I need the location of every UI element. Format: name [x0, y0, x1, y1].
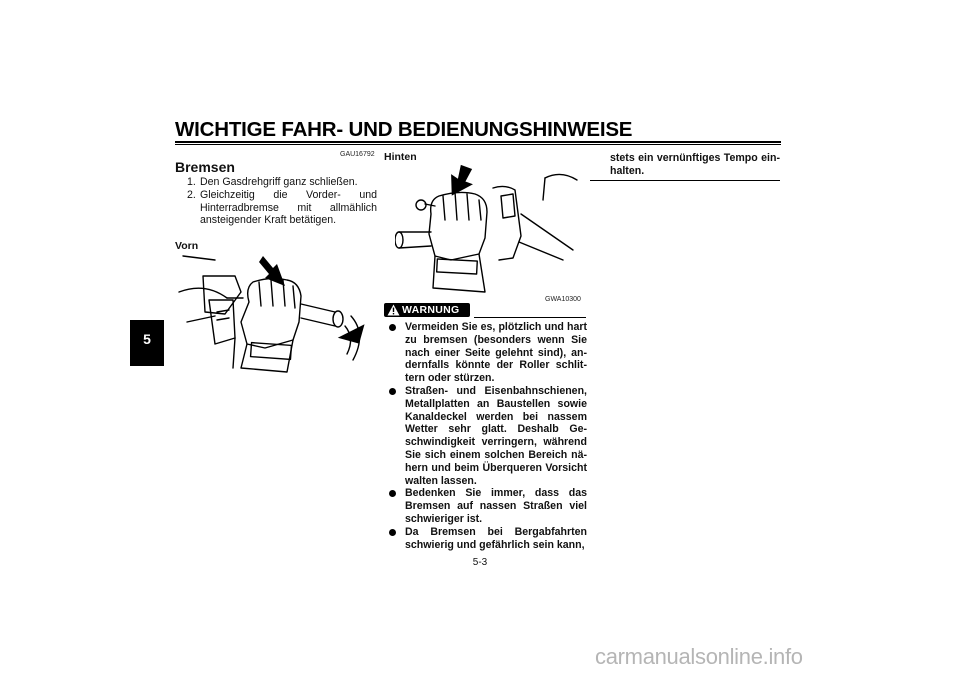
- warning-rule: [474, 317, 586, 318]
- step-number: 2.: [187, 188, 196, 201]
- warning-item-text: Vermeiden Sie es, plötzlich und hart zu bremsen (besonders wenn Sie nach einer Seite gelehnt sind), andernfalls könnte der Roller schlittern oder stürzen.: [405, 321, 587, 385]
- step-number: 1.: [187, 176, 196, 188]
- section-heading: Bremsen: [175, 159, 235, 175]
- warning-label: WARNUNG: [402, 304, 460, 316]
- step-item: [187, 176, 377, 189]
- warning-item: [384, 487, 587, 525]
- warning-triangle-icon: [387, 304, 400, 316]
- warning-item: [384, 321, 587, 385]
- bullet-icon: [389, 490, 396, 497]
- page-header-title: WICHTIGE FAHR- UND BEDIENUNGSHINWEISE: [175, 118, 633, 141]
- warning-item: [384, 385, 587, 487]
- chapter-number: 5: [143, 331, 151, 347]
- warning-item-text: Da Bremsen bei Bergabfahrten schwierig und gefährlich sein kann,: [405, 525, 587, 551]
- front-brake-label: Vorn: [175, 240, 199, 252]
- rear-brake-label: Hinten: [384, 151, 417, 163]
- warning-end-rule: [590, 180, 780, 181]
- bullet-icon: [389, 529, 396, 536]
- watermark: carmanualsonline.info: [595, 644, 803, 669]
- front-brake-illustration: [175, 252, 371, 378]
- warning-code: GWA10300: [545, 296, 581, 303]
- warning-list: [384, 321, 587, 551]
- warning-item-text: Straßen- und Eisenbahnschienen, Metallplatten an Baustellen sowie Kanaldeckel werden bei nassem Wetter sehr glatt. Deshalb Geschwindigkeit verringern, während Sie sich einem solchen Bereich nähern und beim Überqueren Vorsicht walten lassen.: [405, 384, 587, 487]
- header-rule: [175, 141, 781, 143]
- warning-item-text: Bedenken Sie immer, dass das Bremsen auf nassen Straßen viel schwieriger ist.: [405, 487, 587, 525]
- step-text: Den Gasdrehgriff ganz schließen.: [200, 176, 358, 188]
- warning-continuation: stets ein vernünftiges Tempo einhalten.: [610, 152, 780, 177]
- section-code: GAU16792: [340, 151, 375, 158]
- step-list: [187, 176, 377, 227]
- step-item: [187, 189, 377, 227]
- step-text: Gleichzeitig die Vorder- und Hinterradbremse mit allmählich ansteigender Kraft betätigen.: [200, 188, 377, 227]
- warning-item: [384, 526, 587, 552]
- header-rule-thin: [175, 144, 781, 145]
- bullet-icon: [389, 388, 396, 395]
- rear-brake-illustration: [395, 164, 583, 296]
- bullet-icon: [389, 324, 396, 331]
- page-number: 5-3: [472, 557, 488, 568]
